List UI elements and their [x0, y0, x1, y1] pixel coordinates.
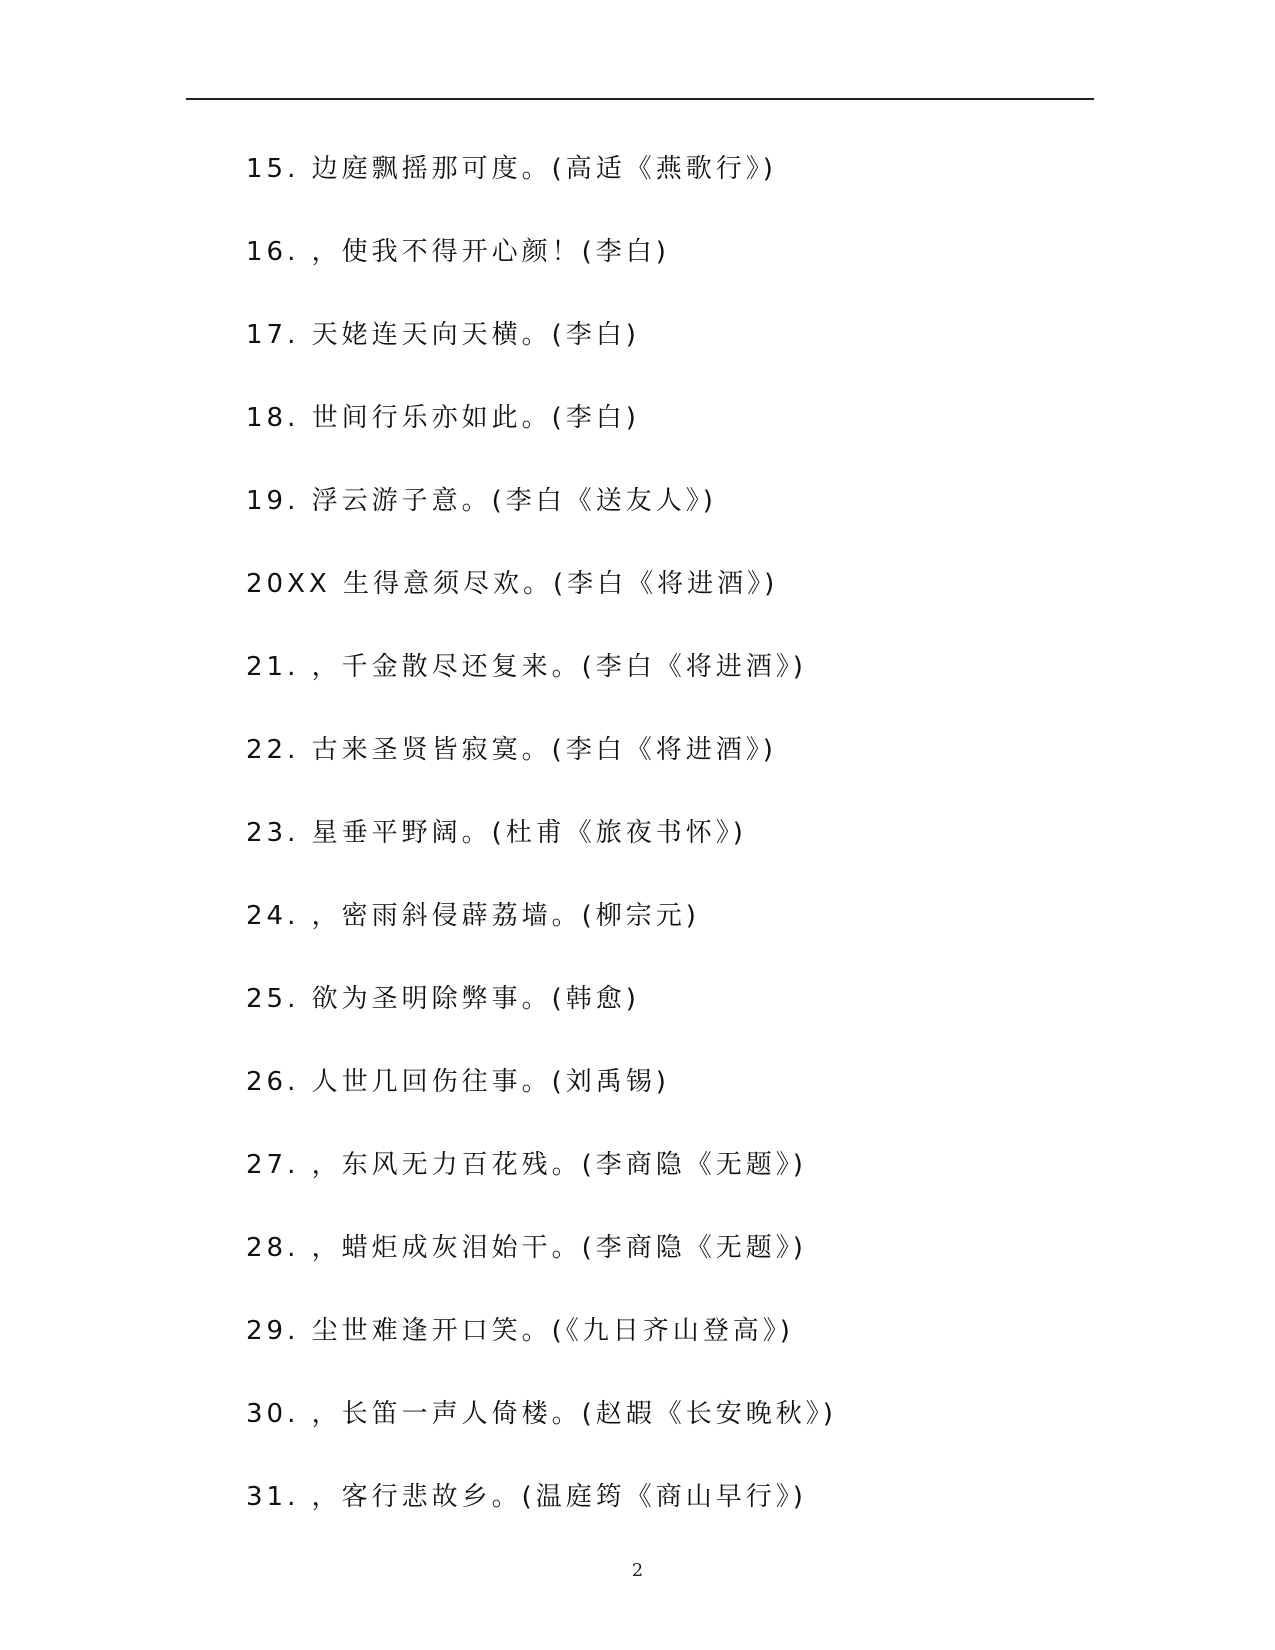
poem-line-24: 24. ，密雨斜侵薜荔墙。(柳宗元)	[246, 901, 700, 931]
header-rule	[186, 98, 1094, 100]
poem-line-27: 27. ，东风无力百花残。(李商隐《无题》)	[246, 1150, 807, 1180]
poem-line-31: 31. ，客行悲故乡。(温庭筠《商山早行》)	[246, 1482, 807, 1512]
poem-line-28: 28. ，蜡炬成灰泪始干。(李商隐《无题》)	[246, 1233, 807, 1263]
poem-line-16: 16. ，使我不得开心颜！(李白)	[246, 237, 670, 267]
poem-line-19: 19. 浮云游子意。(李白《送友人》)	[246, 486, 717, 516]
poem-line-15: 15. 边庭飘摇那可度。(高适《燕歌行》)	[246, 154, 777, 184]
poem-line-17: 17. 天姥连天向天横。(李白)	[246, 320, 640, 350]
poem-line-18: 18. 世间行乐亦如此。(李白)	[246, 403, 640, 433]
poem-line-20xx: 20XX 生得意须尽欢。(李白《将进酒》)	[246, 569, 779, 599]
poem-line-list	[246, 144, 1106, 1555]
poem-line-29: 29. 尘世难逢开口笑。(《九日齐山登高》)	[246, 1316, 794, 1346]
poem-line-23: 23. 星垂平野阔。(杜甫《旅夜书怀》)	[246, 818, 747, 848]
poem-line-26: 26. 人世几回伤往事。(刘禹锡)	[246, 1067, 670, 1097]
page-number: 2	[631, 1560, 644, 1581]
poem-line-30: 30. ，长笛一声人倚楼。(赵嘏《长安晚秋》)	[246, 1399, 837, 1429]
poem-line-21: 21. ，千金散尽还复来。(李白《将进酒》)	[246, 652, 807, 682]
poem-line-22: 22. 古来圣贤皆寂寞。(李白《将进酒》)	[246, 735, 777, 765]
poem-line-25: 25. 欲为圣明除弊事。(韩愈)	[246, 984, 640, 1014]
